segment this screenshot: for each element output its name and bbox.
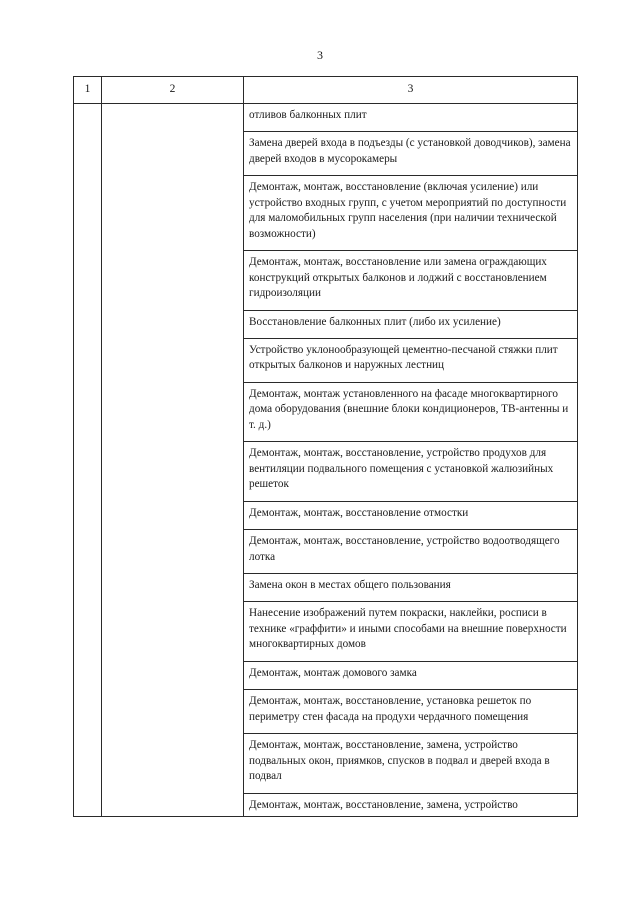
table-row <box>244 383 577 442</box>
table-row <box>244 251 577 310</box>
table-row <box>244 734 577 793</box>
row-text: Демонтаж, монтаж, восстановление, устройство водоотводящего лотка <box>249 535 560 563</box>
row-text: Демонтаж, монтаж установленного на фасаде многоквартирного дома оборудования (внешние блоки кондиционеров, ТВ-антенны и т. д.) <box>249 387 569 431</box>
row-text: Нанесение изображений путем покраски, наклейки, росписи в технике «граффити» и иными способами на внешние поверхности многоквартирных домов <box>249 607 567 651</box>
table-row <box>244 662 577 690</box>
row-text: Демонтаж, монтаж, восстановление или замена ограждающих конструкций открытых балконов и лоджий с восстановлением гидроизоляции <box>249 256 547 300</box>
header-col-2: 2 <box>102 77 244 104</box>
col-2-cell <box>102 104 244 817</box>
table-body-row <box>74 104 578 817</box>
work-types-table <box>73 76 578 817</box>
table-row <box>244 311 577 339</box>
table-row <box>244 530 577 574</box>
header-col-1: 1 <box>74 77 102 104</box>
row-text: Замена дверей входа в подъезды (с установкой доводчиков), замена дверей входов в мусорокамеры <box>249 137 571 165</box>
table-header-row <box>74 77 578 104</box>
row-text: Устройство уклонообразующей цементно-песчаной стяжки плит открытых балконов и наружных лестниц <box>249 343 558 372</box>
header-col-3: 3 <box>244 77 578 104</box>
row-text: Демонтаж, монтаж, восстановление, замена, устройство <box>249 798 518 811</box>
table-row <box>244 132 577 176</box>
table-row <box>244 104 577 132</box>
row-text: Демонтаж, монтаж, восстановление отмостки <box>249 506 469 519</box>
table-row <box>244 442 577 501</box>
row-text: Демонтаж, монтаж, восстановление, замена, устройство подвальных окон, приямков, спусков в подвал и дверей входа в подвал <box>249 739 550 783</box>
table-row <box>244 339 577 383</box>
col-3-cell <box>244 104 578 817</box>
table-row <box>244 176 577 251</box>
row-text: Демонтаж, монтаж, восстановление (включая усиление) или устройство входных групп, с учетом мероприятий по доступности для маломобильных групп населения (при наличии технической возможности) <box>249 181 567 240</box>
row-text: Демонтаж, монтаж домового замка <box>249 666 417 679</box>
col-1-cell <box>74 104 102 817</box>
page-number: 3 <box>317 48 323 62</box>
row-text: Демонтаж, монтаж, восстановление, установка решеток по периметру стен фасада на продухи чердачного помещения <box>249 695 532 723</box>
table-row <box>244 502 577 530</box>
row-text: Замена окон в местах общего пользования <box>249 578 451 591</box>
table-row <box>244 690 577 734</box>
table-row <box>244 794 577 816</box>
row-text: Демонтаж, монтаж, восстановление, устройство продухов для вентиляции подвального помещения с установкой жалюзийных решеток <box>249 447 554 491</box>
row-text: отливов балконных плит <box>249 109 367 121</box>
table-row <box>244 574 577 602</box>
table-row <box>244 602 577 661</box>
row-text: Восстановление балконных плит (либо их усиление) <box>249 315 501 328</box>
